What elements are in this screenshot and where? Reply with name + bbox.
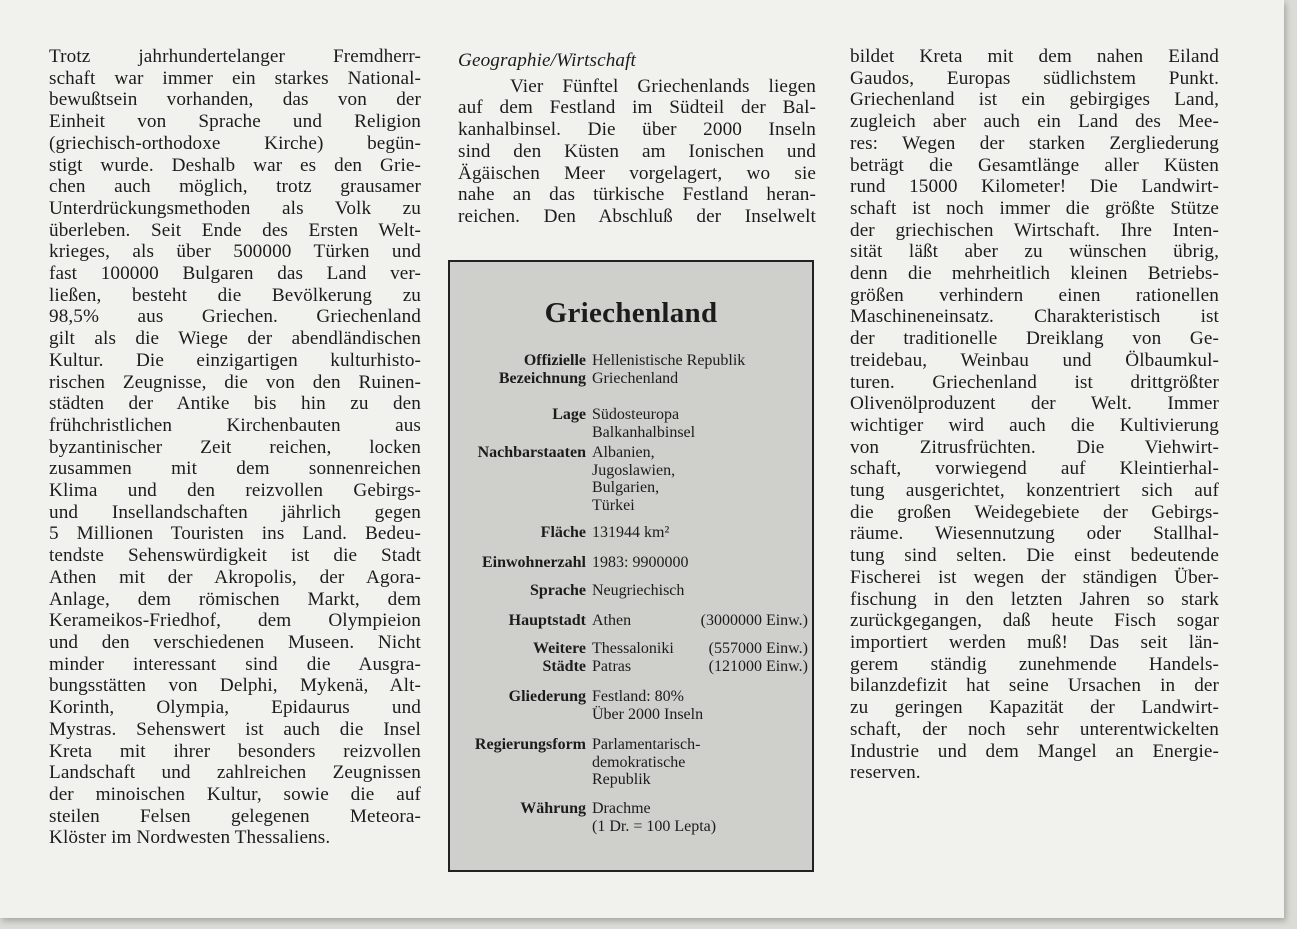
factbox-value (592, 640, 674, 675)
text-line: Kreta mit ihrer besonders reizvollen (49, 740, 421, 762)
factbox-note: (557000 Einw.) (708, 640, 808, 657)
factbox-label (509, 688, 586, 706)
text-line: Anlage, dem römischen Markt, dem (49, 588, 421, 610)
factbox-value-line: demokratische (592, 753, 686, 771)
factbox-label (499, 352, 586, 387)
factbox-value-line: Festland: 80% (592, 688, 684, 705)
factbox-value (592, 582, 684, 600)
text-line: zugleich aber auch ein Land des Mee- (850, 111, 1219, 133)
text-line: frühchristlichen Kirchenbauten aus (49, 414, 421, 436)
factbox-value (592, 612, 631, 630)
text-line: überleben. Seit Ende des Ersten Welt- (49, 219, 421, 241)
factbox-value-line: (1 Dr. = 100 Lepta) (592, 817, 717, 835)
text-line: gerem ständig zunehmende Handels- (850, 653, 1219, 675)
factbox-label-line: Bezeichnung (498, 369, 586, 387)
factbox-note: (3000000 Einw.) (700, 612, 808, 629)
text-line: Landschaft und zahlreichen Zeugnissen (49, 762, 421, 784)
text-line: 5 Millionen Touristen ins Land. Bedeu- (49, 523, 421, 545)
text-line: von Zitrusfrüchten. Die Viehwirt- (850, 436, 1219, 458)
text-line: Korinth, Olympia, Epidaurus und (49, 697, 421, 719)
factbox-value-line: Neugriechisch (592, 582, 685, 599)
factbox-note: (121000 Einw.) (708, 657, 808, 675)
section-heading: Geographie/Wirtschaft (458, 50, 636, 71)
text-line: bewußtsein vorhanden, das von der (49, 89, 421, 111)
factbox-label (475, 736, 586, 754)
text-line: fast 100000 Bulgaren das Land ver- (49, 263, 421, 285)
factbox-value-line: Republik (592, 771, 651, 788)
text-line: zu geringen Kapazität der Landwirt- (850, 697, 1219, 719)
factbox-value-line: Bulgarien, (592, 479, 660, 496)
middle-text-column (458, 50, 816, 228)
factbox-value-line: Balkanhalbinsel (592, 423, 696, 441)
country-factbox (448, 260, 814, 872)
factbox-value-line: Athen (592, 612, 632, 629)
factbox-label (482, 554, 586, 572)
text-line: rischen Zeugnisse, die von den Ruinen- (49, 371, 421, 393)
text-line: treidebau, Weinbau und Ölbaumkul- (850, 349, 1219, 371)
text-line: die großen Weidegebiete der Gebirgs- (850, 501, 1219, 523)
factbox-value-line: 131944 km² (592, 524, 670, 541)
factbox-label-line: Regierungsform (474, 736, 586, 753)
text-line: reserven. (850, 762, 921, 784)
text-line: zurückgegangen, daß heute Fisch sogar (850, 610, 1219, 632)
factbox-value (592, 352, 745, 387)
factbox-label (478, 444, 586, 462)
text-line: Griechenland ist ein gebirgiges Land, (850, 89, 1219, 111)
text-line: und den verschiedenen Museen. Nicht (49, 631, 421, 653)
text-line: schaft, der noch sehr unterentwickelten (850, 718, 1219, 740)
text-line: räume. Wiesennutzung oder Stallhal- (850, 523, 1219, 545)
text-line: ließen, besteht die Bevölkerung zu (49, 284, 421, 306)
text-line: byzantinischer Zeit reichen, locken (49, 436, 421, 458)
factbox-title: Griechenland (544, 297, 718, 329)
text-line: städten der Antike bis hin zu den (49, 393, 421, 415)
text-line: Olivenölproduzent der Welt. Immer (850, 393, 1219, 415)
text-line: Mystras. Sehenswert ist auch die Insel (49, 718, 421, 740)
text-line: beträgt die Gesamtlänge aller Küsten (850, 154, 1219, 176)
text-line: wichtiger wird auch die Kultivierung (850, 414, 1219, 436)
factbox-label-line: Nachbarstaaten (477, 444, 586, 461)
text-line: Gaudos, Europas südlichstem Punkt. (850, 67, 1219, 89)
factbox-label-line: Weitere (532, 640, 586, 657)
text-line: bildet Kreta mit dem nahen Eiland (850, 46, 1219, 67)
text-line: der traditionelle Dreiklang von Ge- (850, 328, 1219, 350)
text-line: bungsstätten von Delphi, Mykenä, Alt- (49, 675, 421, 697)
text-line: minder interessant sind die Ausgra- (49, 653, 421, 675)
factbox-label (509, 612, 586, 630)
text-line: rund 15000 Kilometer! Die Landwirt- (850, 176, 1219, 198)
factbox-value-line: Jugoslawien, (592, 461, 676, 479)
factbox-value-line: Parlamentarisch- (592, 736, 701, 753)
factbox-label-line: Sprache (530, 582, 586, 599)
text-line: Ägäischen Meer vorgelagert, wo sie (458, 162, 816, 184)
text-line: Trotz jahrhundertelanger Fremdherr- (49, 46, 421, 67)
left-text-column (49, 46, 421, 849)
factbox-label (520, 800, 586, 818)
factbox-label (552, 406, 586, 424)
text-line: schaft war immer ein starkes National- (49, 67, 421, 89)
middle-paragraph (458, 76, 816, 228)
text-line: turen. Griechenland ist drittgrößter (850, 371, 1219, 393)
text-line: Kultur. Die einzigartigen kulturhisto- (49, 349, 421, 371)
factbox-value (592, 688, 703, 723)
text-line: tung sind selten. Die einst bedeutende (850, 545, 1219, 567)
text-line: sität läßt aber zu wünschen übrig, (850, 241, 1219, 263)
right-text-column (850, 46, 1219, 784)
text-line: Unterdrückungsmethoden als Volk zu (49, 197, 421, 219)
text-line: Industrie und dem Mangel an Energie- (850, 740, 1219, 762)
factbox-label-line: Städte (542, 657, 586, 675)
text-line: sind den Küsten am Ionischen und (458, 140, 816, 162)
factbox-value-line: Türkei (592, 496, 635, 514)
factbox-value-line: Südosteuropa (592, 406, 680, 423)
factbox-value-line: Thessaloniki (592, 640, 674, 657)
text-line: Athen mit der Akropolis, der Agora- (49, 566, 421, 588)
factbox-value (592, 444, 675, 514)
text-line: Vier Fünftel Griechenlands liegen (510, 75, 816, 97)
text-line: und Insellandschaften jährlich gegen (49, 501, 421, 523)
text-line: kanhalbinsel. Die über 2000 Inseln (458, 119, 816, 141)
factbox-value (592, 736, 700, 789)
text-line: schaft, vorwiegend auf Kleintierhal- (850, 458, 1219, 480)
text-line: auf dem Festland im Südteil der Bal- (458, 97, 816, 119)
factbox-value (592, 524, 669, 542)
text-line: der griechischen Wirtschaft. Ihre Inten- (850, 219, 1219, 241)
text-line: stigt wurde. Deshalb war es den Grie- (49, 154, 421, 176)
factbox-label-line: Gliederung (508, 688, 586, 705)
factbox-value (592, 406, 695, 441)
text-line: gilt als die Wiege der abendländischen (49, 328, 421, 350)
text-line: Maschineneinsatz. Charakteristisch ist (850, 306, 1219, 328)
factbox-value-line: Albanien, (592, 444, 655, 461)
text-line: 98,5% aus Griechen. Griechenland (49, 306, 421, 328)
text-line: krieges, als über 500000 Türken und (49, 241, 421, 263)
factbox-value-line: Über 2000 Inseln (592, 705, 704, 723)
factbox-value-line: 1983: 9900000 (592, 554, 689, 571)
text-line: nahe an das türkische Festland heran- (458, 184, 816, 206)
text-line: schaft ist noch immer die größte Stütze (850, 197, 1219, 219)
factbox-label-line: Offizielle (523, 352, 586, 369)
text-line: res: Wegen der starken Zergliederung (850, 132, 1219, 154)
text-line: Fischerei ist wegen der ständigen Über- (850, 566, 1219, 588)
text-line: Klöster im Nordwesten Thessaliens. (49, 827, 331, 849)
text-line: fischung in den letzten Jahren so stark (850, 588, 1219, 610)
text-line: steilen Felsen gelegenen Meteora- (49, 805, 421, 827)
text-line: zusammen mit dem sonnenreichen (49, 458, 421, 480)
text-line: reichen. Den Abschluß der Inselwelt (458, 205, 816, 227)
text-line: importiert werden muß! Das seit län- (850, 631, 1219, 653)
text-line: Klima und den reizvollen Gebirgs- (49, 480, 421, 502)
factbox-label-line: Fläche (540, 524, 586, 541)
text-line: Einheit von Sprache und Religion (49, 111, 421, 133)
factbox-value-line: Drachme (592, 800, 651, 817)
factbox-label (533, 640, 586, 675)
factbox-value-line: Patras (592, 657, 632, 675)
text-line: tung ausgerichtet, konzentriert sich auf (850, 480, 1219, 502)
factbox-label-line: Lage (552, 406, 586, 423)
text-line: der minoischen Kultur, sowie die auf (49, 783, 421, 805)
factbox-value-line: Hellenistische Republik (592, 352, 746, 369)
text-line: tendste Sehenswürdigkeit ist die Stadt (49, 545, 421, 567)
text-line: (griechisch-orthodoxe Kirche) begün- (49, 132, 421, 154)
text-line: größen verhindern einen rationellen (850, 284, 1219, 306)
factbox-value (592, 554, 688, 572)
factbox-value (592, 800, 716, 835)
text-line: chen auch möglich, trotz grausamer (49, 176, 421, 198)
factbox-label-line: Einwohnerzahl (481, 554, 586, 571)
factbox-value-line: Griechenland (592, 369, 679, 387)
text-line: denn die mehrheitlich kleinen Betriebs- (850, 263, 1219, 285)
factbox-label-line: Währung (520, 800, 586, 817)
text-line: bilanzdefizit hat seine Ursachen in der (850, 675, 1219, 697)
factbox-label (530, 582, 586, 600)
factbox-label (541, 524, 586, 542)
text-line: Kerameikos-Friedhof, dem Olympieion (49, 610, 421, 632)
factbox-label-line: Hauptstadt (508, 612, 586, 629)
